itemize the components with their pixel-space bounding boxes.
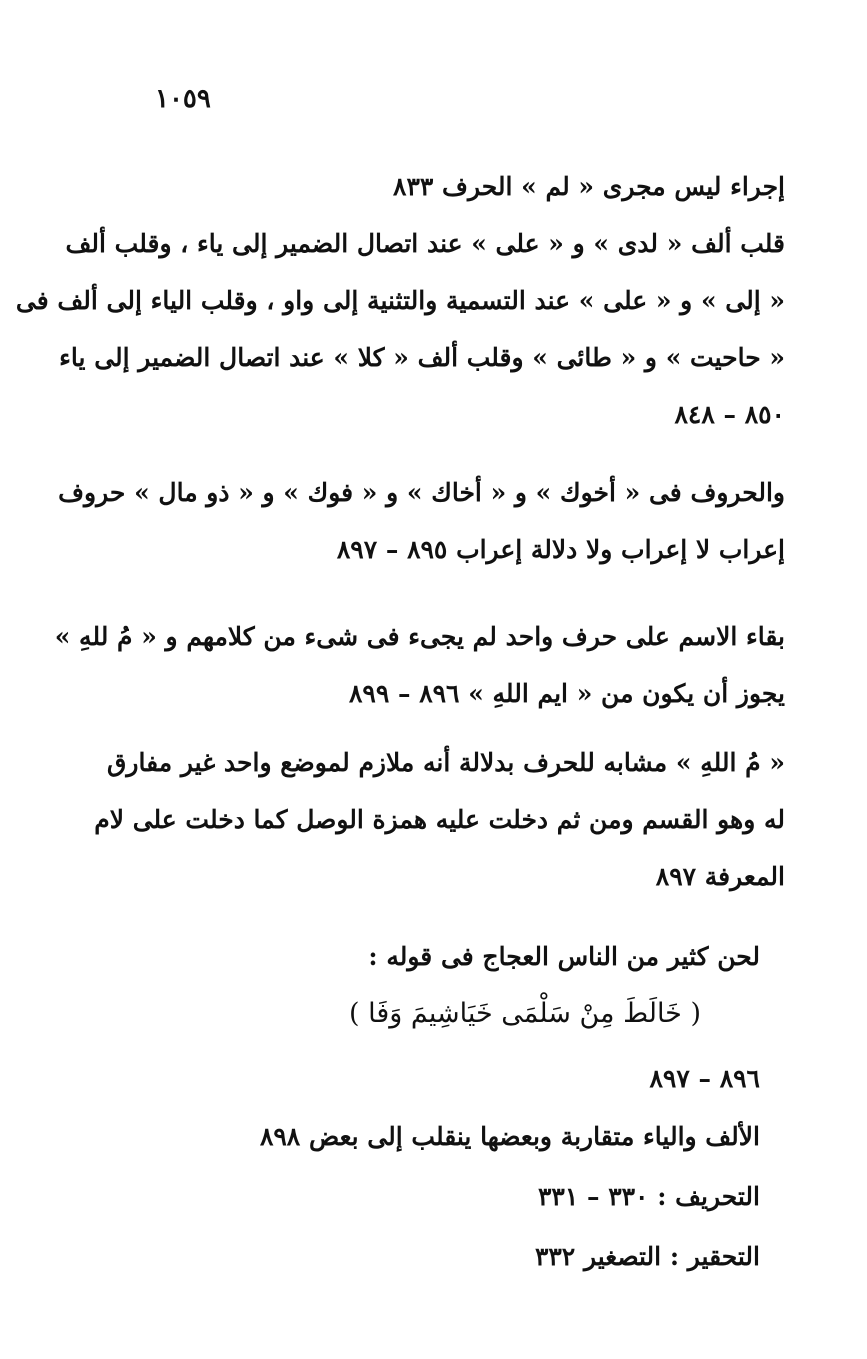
- entry-line: « مُ اللهِ » مشابه للحرف بدلالة أنه ملازم لموضع واحد غير مفارق: [106, 748, 785, 777]
- entry-line: والحروف فى « أخوك » و « أخاك » و « فوك » و « ذو مال » حروف: [58, 478, 785, 507]
- entry-line: الألف والياء متقاربة وبعضها ينقلب إلى بعض ٨٩٨: [259, 1122, 760, 1151]
- poetry-verse: ( خَالَطَ مِنْ سَلْمَى خَيَاشِيمَ وَفَا ): [348, 998, 701, 1029]
- entry-line: إعراب لا إعراب ولا دلالة إعراب ٨٩٥ – ٨٩٧: [336, 535, 785, 564]
- entry-line: « إلى » و « على » عند التسمية والتثنية إلى واو ، وقلب الياء إلى ألف فى: [15, 286, 785, 315]
- entry-line: ٨٥٠ – ٨٤٨: [674, 400, 785, 429]
- index-entry: [290, 928, 760, 1042]
- entry-line: إجراء ليس مجرى « لم » الحرف ٨٣٣: [393, 172, 785, 201]
- index-entry: [259, 1108, 760, 1165]
- entry-line: التحقير : التصغير ٣٣٢: [534, 1242, 760, 1271]
- page-number: ١٠٥٩: [155, 84, 211, 114]
- entry-line: له وهو القسم ومن ثم دخلت عليه همزة الوصل كما دخلت على لام: [94, 805, 785, 834]
- index-entry: [290, 1050, 760, 1107]
- index-entry: [94, 734, 785, 905]
- entry-line: التحريف : ٣٣٠ – ٣٣١: [537, 1182, 760, 1211]
- index-entry: [54, 608, 785, 722]
- entry-line: يجوز أن يكون من « ايم اللهِ » ٨٩٦ – ٨٩٩: [348, 679, 785, 708]
- index-entry: [58, 464, 785, 578]
- index-entry: [15, 158, 785, 443]
- index-entry: [290, 1168, 760, 1225]
- index-entry: [290, 1228, 760, 1285]
- entry-line: ٨٩٦ – ٨٩٧: [649, 1064, 760, 1093]
- entry-line: قلب ألف « لدى » و « على » عند اتصال الضمير إلى ياء ، وقلب ألف: [65, 229, 785, 258]
- entry-line: لحن كثير من الناس العجاج فى قوله :: [368, 942, 760, 971]
- entry-line: بقاء الاسم على حرف واحد لم يجىء فى شىء من كلامهم و « مُ للهِ »: [54, 622, 785, 651]
- entry-line: المعرفة ٨٩٧: [655, 862, 785, 891]
- entry-line: « حاحيت » و « طائى » وقلب ألف « كلا » عند اتصال الضمير إلى ياء: [59, 343, 785, 372]
